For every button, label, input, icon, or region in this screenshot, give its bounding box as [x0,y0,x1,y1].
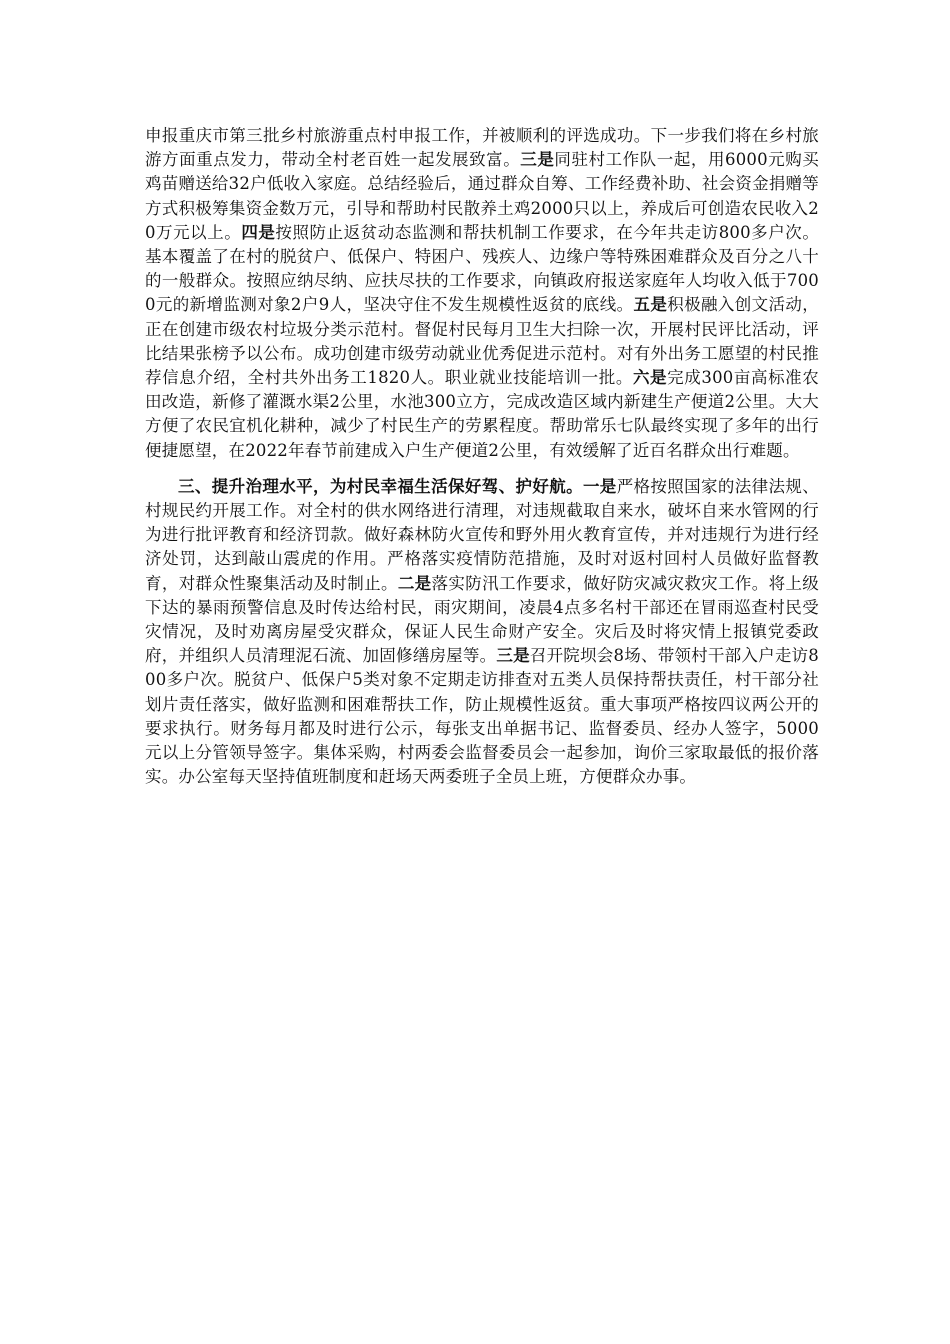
text-segment: 严格按照国家的法律法规、村规民约开展工作。对全村的供水网络进行清理，对违规截取自来水，破坏自来水管网的行为进行批评教育和经济罚款。做好森林防火宣传和野外用火教育宣传，并对违规行为进行经济处罚，达到敲山震虎的作用。严格落实疫情防范措施，及时对返村回村人员做好监督教育，对群众性聚集活动及时制止。 [145,476,819,593]
section-heading: 三、提升治理水平，为村民幸福生活保好驾、护好航。 [178,476,583,496]
text-segment: 召开院坝会8场、带领村干部入户走访800多户次。脱贫户、低保户5类对象不定期走访排查对五类人员保持帮扶责任，村干部分社划片责任落实，做好监测和困难帮扶工作，防止规模性返贫。重大事项严格按四议两公开的要求执行。财务每月都及时进行公示，每张支出单据书记、监督委员、经办人签字，5000元以上分管领导签字。集体采购，村两委会监督委员会一起参加，询价三家取最低的报价落实。办公室每天坚持值班制度和赶场天两委班子全员上班，方便群众办事。 [145,646,819,787]
paragraph-continuation [145,124,819,463]
bold-marker-four: 四是 [241,222,276,242]
text-segment: 落实防汛工作要求，做好防灾减灾救灾工作。将上级下达的暴雨预警信息及时传达给村民，雨灾期间，凌晨4点多名村干部还在冒雨巡查村民受灾情况，及时劝离房屋受灾群众，保证人民生命财产安全。灾后及时将灾情上报镇党委政府，并组织人员清理泥石流、加固修缮房屋等。 [145,573,820,666]
bold-marker-one: 一是 [582,476,617,496]
bold-marker-three: 三是 [496,646,530,666]
bold-marker-six: 六是 [632,368,668,388]
paragraph-section-three [145,475,819,790]
text-segment: 同驻村工作队一起，用6000元购买鸡苗赠送给32户低收入家庭。总结经验后，通过群众自筹、工作经费补助、社会资金捐赠等方式积极筹集资金数万元，引导和帮助村民散养土鸡2000只以上，养成后可创造农民收入20万元以上。 [145,150,819,242]
bold-marker-two: 二是 [397,573,432,593]
text-segment: 按照防止返贫动态监测和帮扶机制工作要求，在今年共走访800多户次。基本覆盖了在村的脱贫户、低保户、特困户、残疾人、边缘户等特殊困难群众及百分之八十的一般群众。按照应纳尽纳、应扶尽扶的工作要求，向镇政府报送家庭年人均收入低于7000元的新增监测对象2户9人，坚决守住不发生规模性返贫的底线。 [145,222,820,315]
text-segment: 完成300亩高标准农田改造，新修了灌溉水渠2公里，水池300立方，完成改造区域内新建生产便道2公里。大大方便了农民宜机化耕种，减少了村民生产的劳累程度。帮助常乐七队最终实现了多年的出行便捷愿望，在2022年春节前建成入户生产便道2公里，有效缓解了近百名群众出行难题。 [145,368,819,460]
text-segment: 申报重庆市第三批乡村旅游重点村申报工作，并被顺利的评选成功。下一步我们将在乡村旅游方面重点发力，带动全村老百姓一起发展致富。 [145,126,819,170]
bold-marker-five: 五是 [633,295,668,315]
bold-marker-three: 三是 [520,150,555,170]
text-segment: 积极融入创文活动，正在创建市级农村垃圾分类示范村。督促村民每月卫生大扫除一次，开展村民评比活动，评比结果张榜予以公布。成功创建市级劳动就业优秀促进示范村。对有外出务工愿望的村民推荐信息介绍，全村共外出务工1820人。职业就业技能培训一批。 [145,295,819,388]
document-page [145,124,819,789]
